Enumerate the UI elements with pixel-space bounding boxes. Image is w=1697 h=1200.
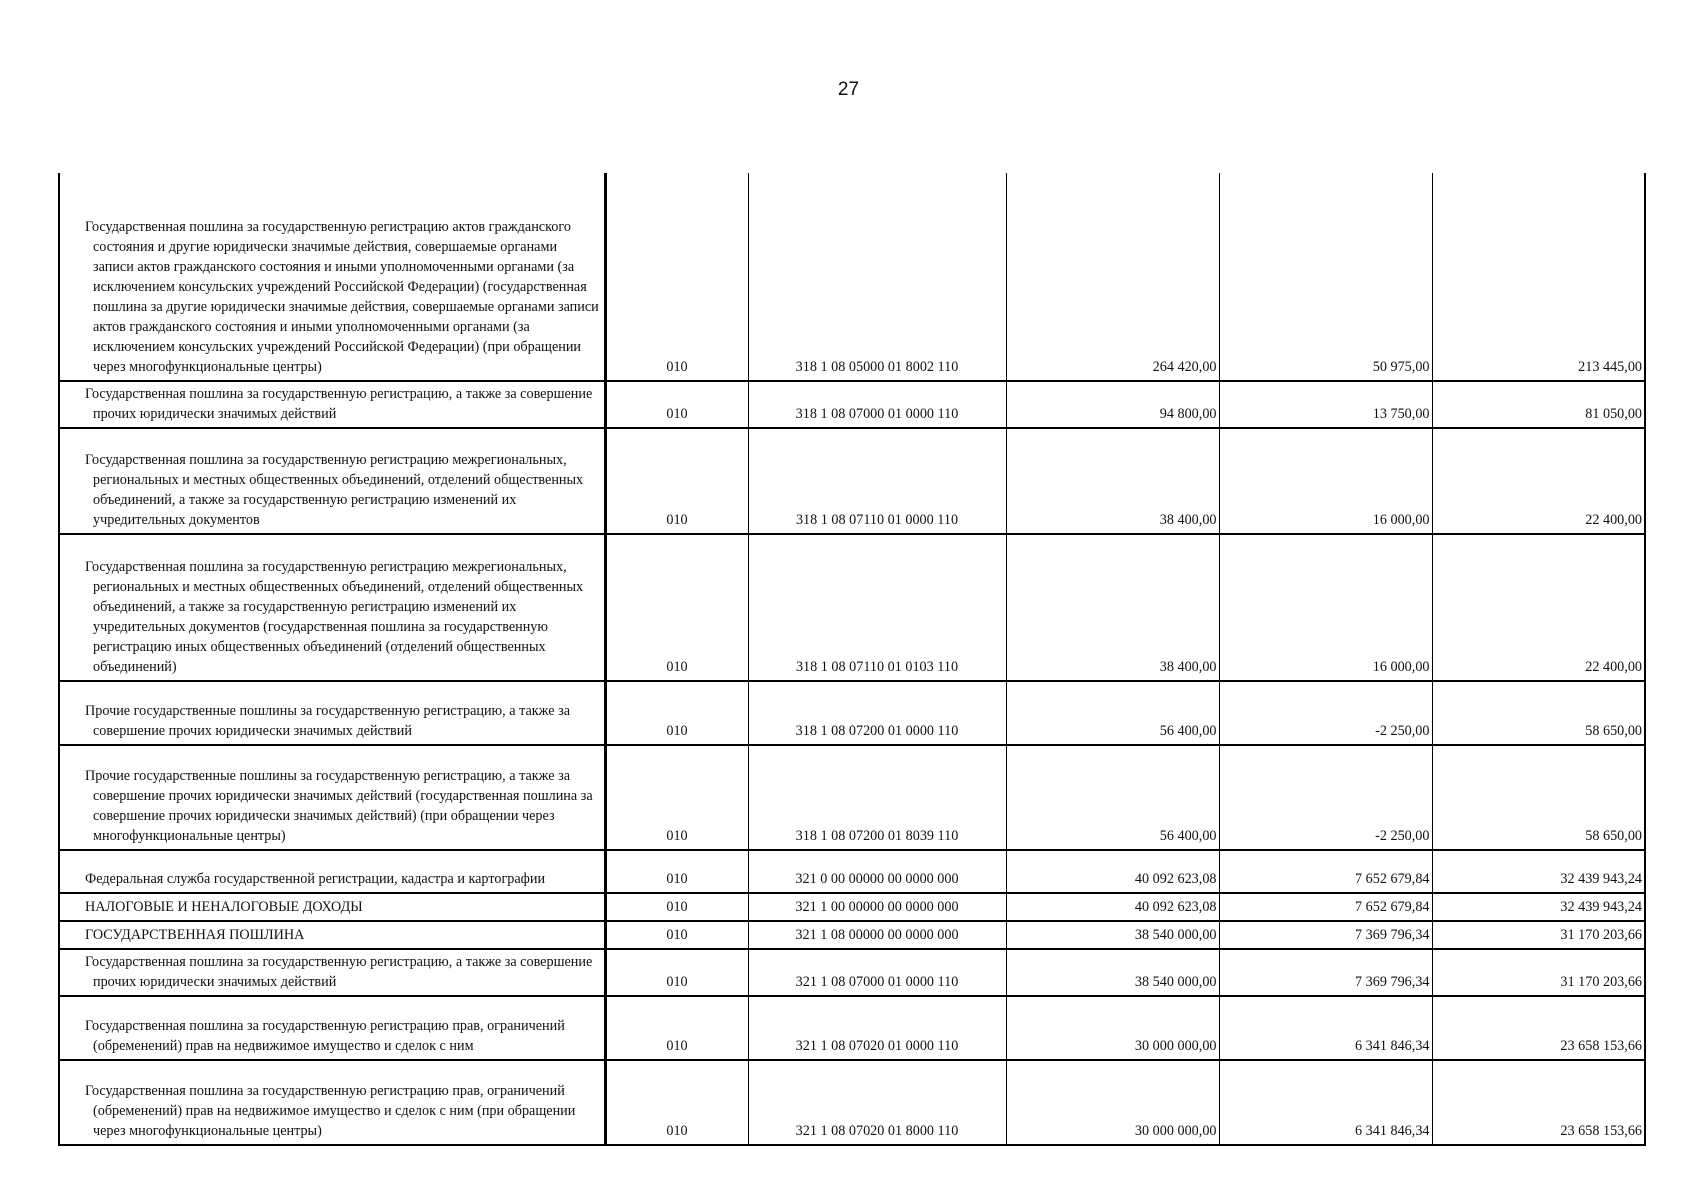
- row-unexecuted: 58 650,00: [1432, 681, 1645, 745]
- row-line-code: 010: [605, 1060, 748, 1145]
- row-budget-code: 321 1 08 00000 00 0000 000: [748, 921, 1006, 949]
- row-budget-code: 318 1 08 07000 01 0000 110: [748, 381, 1006, 428]
- row-name: Государственная пошлина за государственную регистрацию, а также за совершение прочих юридически значимых действий: [59, 381, 605, 428]
- row-executed: 7 369 796,34: [1219, 921, 1432, 949]
- row-name: Государственная пошлина за государственную регистрацию межрегиональных, региональных и местных общественных объединений, отделений общественных объединений, а также за государственную регистрацию изменений их учредительных документов: [59, 428, 605, 534]
- row-line-code: 010: [605, 681, 748, 745]
- row-planned: 264 420,00: [1006, 173, 1219, 381]
- row-planned: 56 400,00: [1006, 745, 1219, 850]
- row-budget-code: 318 1 08 07110 01 0103 110: [748, 534, 1006, 681]
- row-executed: -2 250,00: [1219, 745, 1432, 850]
- row-line-code: 010: [605, 893, 748, 921]
- row-name: Государственная пошлина за государственную регистрацию актов гражданского состояния и другие юридически значимые действия, совершаемые органами записи актов гражданского состояния и иными уполномоченными органами (за исключением консульских учреждений Российской Федерации) (государственная пошлина за другие юридически значимые действия, совершаемые органами записи актов гражданского состояния и иными уполномоченными органами (за исключением консульских учреждений Российской Федерации) (при обращении через многофункциональные центры): [59, 173, 605, 381]
- row-planned: 40 092 623,08: [1006, 893, 1219, 921]
- row-name: Государственная пошлина за государственную регистрацию прав, ограничений (обременений) прав на недвижимое имущество и сделок с ним: [59, 996, 605, 1060]
- row-executed: 13 750,00: [1219, 381, 1432, 428]
- row-name: Государственная пошлина за государственную регистрацию прав, ограничений (обременений) прав на недвижимое имущество и сделок с ним (при обращении через многофункциональные центры): [59, 1060, 605, 1145]
- row-planned: 38 540 000,00: [1006, 921, 1219, 949]
- row-budget-code: 321 1 08 07020 01 0000 110: [748, 996, 1006, 1060]
- row-unexecuted: 22 400,00: [1432, 534, 1645, 681]
- row-unexecuted: 23 658 153,66: [1432, 1060, 1645, 1145]
- revenue-table: [58, 173, 1646, 1146]
- row-budget-code: 318 1 08 05000 01 8002 110: [748, 173, 1006, 381]
- row-unexecuted: 22 400,00: [1432, 428, 1645, 534]
- row-line-code: 010: [605, 534, 748, 681]
- row-unexecuted: 58 650,00: [1432, 745, 1645, 850]
- table-row: [59, 428, 1645, 534]
- row-planned: 38 540 000,00: [1006, 949, 1219, 996]
- row-planned: 56 400,00: [1006, 681, 1219, 745]
- row-planned: 40 092 623,08: [1006, 850, 1219, 893]
- row-executed: 16 000,00: [1219, 534, 1432, 681]
- row-budget-code: 321 0 00 00000 00 0000 000: [748, 850, 1006, 893]
- row-executed: 16 000,00: [1219, 428, 1432, 534]
- row-name: Государственная пошлина за государственную регистрацию межрегиональных, региональных и местных общественных объединений, отделений общественных объединений, а также за государственную регистрацию изменений их учредительных документов (государственная пошлина за государственную регистрацию иных общественных объединений (отделений общественных объединений): [59, 534, 605, 681]
- row-executed: 6 341 846,34: [1219, 996, 1432, 1060]
- row-line-code: 010: [605, 173, 748, 381]
- row-line-code: 010: [605, 996, 748, 1060]
- row-planned: 38 400,00: [1006, 428, 1219, 534]
- row-executed: 7 369 796,34: [1219, 949, 1432, 996]
- row-budget-code: 318 1 08 07110 01 0000 110: [748, 428, 1006, 534]
- row-unexecuted: 81 050,00: [1432, 381, 1645, 428]
- row-line-code: 010: [605, 850, 748, 893]
- row-executed: 7 652 679,84: [1219, 893, 1432, 921]
- table-row: [59, 745, 1645, 850]
- table-row: [59, 893, 1645, 921]
- row-name: Прочие государственные пошлины за государственную регистрацию, а также за совершение прочих юридически значимых действий: [59, 681, 605, 745]
- table-row: [59, 381, 1645, 428]
- row-executed: 50 975,00: [1219, 173, 1432, 381]
- row-name: Федеральная служба государственной регистрации, кадастра и картографии: [59, 850, 605, 893]
- row-line-code: 010: [605, 949, 748, 996]
- table-row: [59, 534, 1645, 681]
- row-name: НАЛОГОВЫЕ И НЕНАЛОГОВЫЕ ДОХОДЫ: [59, 893, 605, 921]
- row-planned: 30 000 000,00: [1006, 996, 1219, 1060]
- row-unexecuted: 32 439 943,24: [1432, 893, 1645, 921]
- row-line-code: 010: [605, 921, 748, 949]
- table-row: [59, 681, 1645, 745]
- row-name: ГОСУДАРСТВЕННАЯ ПОШЛИНА: [59, 921, 605, 949]
- row-unexecuted: 31 170 203,66: [1432, 921, 1645, 949]
- row-name: Государственная пошлина за государственную регистрацию, а также за совершение прочих юридически значимых действий: [59, 949, 605, 996]
- row-line-code: 010: [605, 745, 748, 850]
- table-row: [59, 1060, 1645, 1145]
- row-line-code: 010: [605, 381, 748, 428]
- table-row: [59, 921, 1645, 949]
- page-number: 27: [837, 79, 860, 100]
- row-budget-code: 318 1 08 07200 01 8039 110: [748, 745, 1006, 850]
- row-unexecuted: 31 170 203,66: [1432, 949, 1645, 996]
- row-unexecuted: 23 658 153,66: [1432, 996, 1645, 1060]
- row-unexecuted: 213 445,00: [1432, 173, 1645, 381]
- row-executed: -2 250,00: [1219, 681, 1432, 745]
- row-planned: 30 000 000,00: [1006, 1060, 1219, 1145]
- table-row: [59, 850, 1645, 893]
- row-budget-code: 321 1 08 07020 01 8000 110: [748, 1060, 1006, 1145]
- row-planned: 38 400,00: [1006, 534, 1219, 681]
- row-planned: 94 800,00: [1006, 381, 1219, 428]
- table-row: [59, 949, 1645, 996]
- row-executed: 7 652 679,84: [1219, 850, 1432, 893]
- table-row: [59, 996, 1645, 1060]
- row-unexecuted: 32 439 943,24: [1432, 850, 1645, 893]
- row-name: Прочие государственные пошлины за государственную регистрацию, а также за совершение прочих юридически значимых действий (государственная пошлина за совершение прочих юридически значимых действий) (при обращении через многофункциональные центры): [59, 745, 605, 850]
- row-budget-code: 321 1 08 07000 01 0000 110: [748, 949, 1006, 996]
- row-budget-code: 321 1 00 00000 00 0000 000: [748, 893, 1006, 921]
- table-row: [59, 173, 1645, 381]
- row-line-code: 010: [605, 428, 748, 534]
- row-budget-code: 318 1 08 07200 01 0000 110: [748, 681, 1006, 745]
- row-executed: 6 341 846,34: [1219, 1060, 1432, 1145]
